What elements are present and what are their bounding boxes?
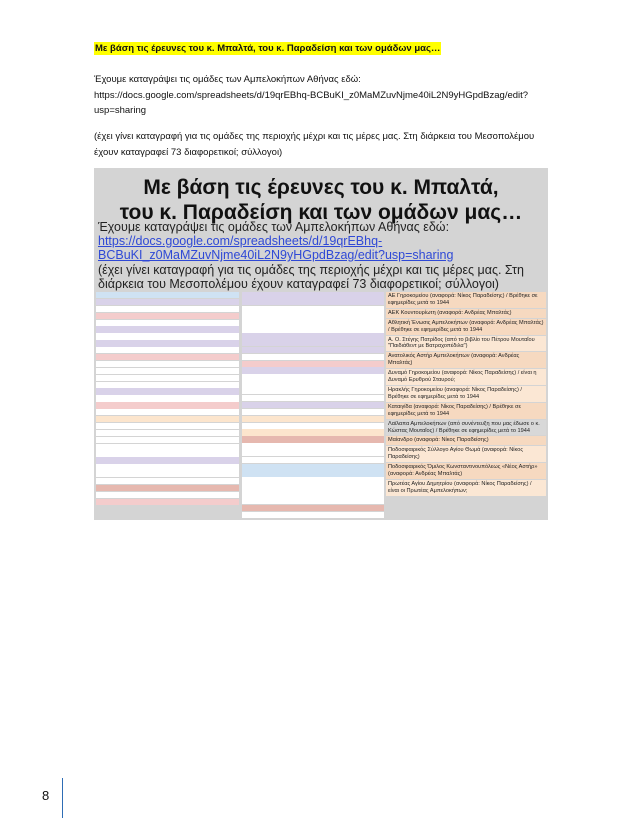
sheet-club-entry: Ανατολικός Αστήρ Αμπελοκήπων (αναφορά: Ανδρέας Μπαλτάς) (386, 352, 546, 368)
sheet-row (242, 354, 384, 360)
spreadsheet-image (94, 292, 548, 520)
sheet-row (96, 499, 239, 505)
sheet-club-entry: Ποδοσφαιρικός Όμιλος Κωνσταντινουπόλεως «Νέος Αστήρ» (αναφορά: Ανδρέας Μπαλτάς) (386, 463, 546, 479)
sheet-row (96, 361, 239, 367)
sheet-row (242, 292, 384, 305)
sheet-row (96, 313, 239, 319)
paragraph-intro: Έχουμε καταγράψει τις ομάδες των Αμπελοκήπων Αθήνας εδώ: https://docs.google.com/spreadsheets/d/19qrEBhq-BCBuKI_z0MaMZuvNjme40iL2N9yHGpdBzag/edit?usp=sharing (94, 74, 529, 116)
sheet-row (96, 292, 239, 298)
sheet-row (96, 437, 239, 443)
sheet-row (96, 450, 239, 456)
screenshot-link-line-2[interactable]: BCBuKI_z0MaMZuvNjme40iL2N9yHGpdBzag/edit?usp=sharing (98, 248, 454, 262)
sheet-club-entry: ΑΕ Γηροκομείου (αναφορά: Νίκος Παραδείσης) / Βρέθηκε σε εφημερίδες μετά το 1944 (386, 292, 546, 308)
embedded-screenshot (94, 168, 548, 520)
page-number-rule (62, 778, 63, 818)
sheet-row (242, 367, 384, 373)
sheet-row (96, 333, 239, 339)
sheet-row (242, 409, 384, 415)
sheet-row (242, 333, 384, 346)
sheet-club-entry: Καταιγίδα (αναφορά: Νίκος Παραδείσης) / Βρέθηκε σε εφημερίδες μετά το 1944 (386, 403, 546, 419)
sheet-row (96, 423, 239, 429)
sheet-row (96, 409, 239, 415)
sheet-row (96, 354, 239, 360)
sheet-row (242, 491, 384, 497)
sheet-row (242, 450, 384, 456)
sheet-row (96, 306, 239, 312)
sheet-row (242, 381, 384, 387)
sheet-row (242, 457, 384, 463)
sheet-row (242, 319, 384, 325)
sheet-row (242, 374, 384, 380)
sheet-row (96, 382, 239, 388)
sheet-row (242, 402, 384, 408)
sheet-row (96, 326, 239, 332)
sheet-row (242, 312, 384, 318)
sheet-club-entry: Πρωτέας Αγίου Δημητρίου (αναφορά: Νίκος Παραδείσης) / είναι οι Πρωτέας Αμπελοκήπων; (386, 480, 546, 496)
sheet-row (96, 416, 239, 422)
sheet-row (242, 512, 384, 518)
sheet-row (242, 326, 384, 332)
spreadsheet-column-a (96, 292, 239, 506)
sheet-row (242, 429, 384, 435)
sheet-row (96, 340, 239, 346)
screenshot-note-line-1: (έχει γίνει καταγραφή για τις ομάδες της περιοχής μέχρι και τις μέρες μας. Στη (98, 263, 524, 277)
screenshot-intro-line: Έχουμε καταγράψει τις ομάδες των Αμπελοκήπων Αθήνας εδώ: (98, 220, 450, 234)
sheet-row (96, 464, 239, 470)
sheet-row (242, 416, 384, 422)
sheet-club-entry: Μαίανδρο (αναφορά: Νίκος Παραδείσης) (386, 436, 546, 445)
sheet-row (242, 436, 384, 442)
sheet-club-entry: Α. Ο. Στέγης Πατρίδος (από το βιβλίο του Πέτρου Μουταΐου "Παιδιάθεντ με Βατραχοπέδιλα") (386, 336, 546, 352)
sheet-row (96, 471, 239, 477)
sheet-row (242, 361, 384, 367)
sheet-row (242, 464, 384, 477)
screenshot-title-line-1: Με βάση τις έρευνες του κ. Μπαλτά, (143, 176, 499, 199)
sheet-row (242, 388, 384, 394)
sheet-row (96, 395, 239, 401)
sheet-row (96, 368, 239, 374)
sheet-row (96, 430, 239, 436)
sheet-row (242, 347, 384, 353)
sheet-row (242, 477, 384, 483)
sheet-club-entry: Λαϊλαπα Αμπελοκήπων (από συνέντευξη που μας έδωσε ο κ. Κώστας Μουταΐος) / Βρέθηκε σε εφημερίδες μετά το 1944 (386, 420, 546, 436)
sheet-row (96, 492, 239, 498)
spreadsheet-column-c (386, 292, 546, 497)
sheet-club-entry: Ποδοσφαιρικός Σύλλογο Αγίου Θωμά (αναφορά: Νίκος Παραδείσης) (386, 446, 546, 462)
page-number: 8 (42, 788, 50, 803)
sheet-row (242, 306, 384, 312)
sheet-row (96, 320, 239, 326)
document-heading: Με βάση τις έρευνες του κ. Μπαλτά, του κ. Παραδείση και των ομάδων μας… (95, 43, 441, 54)
sheet-club-entry: Δυναμό Γηροκομείου (αναφορά: Νίκος Παραδείσης) / είναι η Δυναμό Ερυθρού Σταυρού; (386, 369, 546, 385)
paragraph-note: (έχει γίνει καταγραφή για τις ομάδες της περιοχής μέχρι και τις μέρες μας. Στη διάρκεια του Μεσοπολέμου έχουν καταγραφεί 73 διαφορετικοί; σύλλογοι) (94, 131, 535, 158)
sheet-club-entry: ΑΕΚ Κουντουρίωτη (αναφορά: Ανδρέας Μπαλτάς) (386, 309, 546, 318)
screenshot-title-line-2: του κ. Παραδείση και των ομάδων μας… (119, 201, 523, 224)
sheet-row (96, 375, 239, 381)
sheet-row (242, 443, 384, 449)
sheet-row (96, 444, 239, 450)
sheet-row (96, 457, 239, 463)
sheet-club-entry: Ηρακλής Γηροκομείου (αναφορά: Νίκος Παραδείσης) / Βρέθηκε σε εφημερίδες μετά το 1944 (386, 386, 546, 402)
sheet-row (96, 402, 239, 408)
sheet-row (96, 485, 239, 491)
sheet-row (96, 347, 239, 353)
screenshot-note-line-2: διάρκεια του Μεσοπολέμου έχουν καταγραφεί 73 διαφορετικοί; σύλλογοι) (98, 277, 499, 291)
sheet-row (96, 299, 239, 305)
sheet-row (242, 498, 384, 504)
sheet-row (96, 388, 239, 394)
sheet-row (242, 484, 384, 490)
sheet-club-entry: Αθλητική Ένωσις Αμπελοκήπων (αναφορά: Ανδρέας Μπαλτάς) / Βρέθηκε σε εφημερίδες μετά το 1944 (386, 319, 546, 335)
sheet-row (96, 478, 239, 484)
sheet-row (242, 395, 384, 401)
screenshot-link-line-1[interactable]: https://docs.google.com/spreadsheets/d/19qrEBhq- (98, 234, 383, 248)
spreadsheet-column-b (242, 292, 384, 519)
sheet-row (242, 423, 384, 429)
sheet-row (242, 505, 384, 511)
